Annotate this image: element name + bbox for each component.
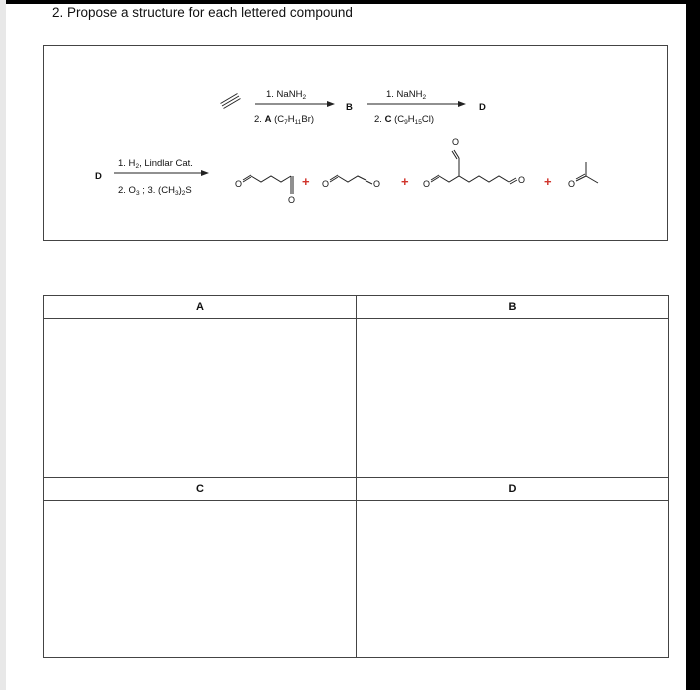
svg-text:O: O — [423, 179, 431, 189]
answer-cell-b-label: B — [508, 301, 517, 313]
plus-sign-2: + — [401, 174, 409, 189]
step1-reagent-top: 1. NaNH$_2$ — [266, 89, 307, 101]
answer-cell-d[interactable] — [357, 501, 668, 657]
answer-cell-d-label: D — [508, 483, 517, 495]
answer-cell-d-header — [357, 478, 668, 501]
reaction-scheme — [44, 46, 669, 242]
compound-b-label: B — [346, 102, 353, 113]
question-title: 2. Propose a structure for each lettered compound — [52, 5, 353, 20]
svg-text:O: O — [322, 179, 330, 189]
product-2-structure — [322, 175, 380, 189]
answer-cell-c[interactable] — [44, 501, 356, 657]
compound-d-label: D — [479, 102, 486, 113]
svg-text:O: O — [568, 179, 576, 189]
answer-cell-b-header — [357, 296, 668, 319]
plus-sign-1: + — [302, 174, 310, 189]
reaction-scheme-box — [43, 45, 668, 241]
step2-reagent-bottom: 2. C $(C_9H_{15}Cl)$ — [374, 114, 434, 126]
answer-cell-a-header — [44, 296, 356, 319]
ozonolysis-reagent-top: 1. $H_2$, Lindlar Cat. — [118, 158, 193, 170]
plus-sign-3: + — [544, 174, 552, 189]
svg-text:O: O — [288, 195, 296, 205]
answer-cell-c-header — [44, 478, 356, 501]
answer-table — [43, 295, 669, 658]
product-1-structure — [235, 175, 295, 205]
ozonolysis-reagent-bottom: 2. $O_3$ ; 3. $(CH_3)_2S$ — [118, 185, 192, 197]
answer-cell-b[interactable] — [357, 319, 668, 477]
step1-reagent-bottom: 2. A $(C_7H_{11}Br)$ — [254, 114, 315, 126]
top-bar — [0, 0, 700, 4]
answer-cell-a[interactable] — [44, 319, 356, 477]
product-3-structure — [423, 137, 525, 189]
svg-text:O: O — [235, 179, 243, 189]
answer-cell-c-label: C — [196, 483, 204, 495]
product-4-structure — [568, 162, 598, 189]
svg-text:O: O — [373, 179, 381, 189]
right-edge — [686, 0, 700, 690]
row2-start-d-label: D — [95, 171, 102, 182]
acetylene-structure — [221, 94, 241, 109]
svg-text:O: O — [518, 175, 526, 185]
svg-text:O: O — [452, 137, 460, 147]
answer-cell-a-label: A — [196, 301, 204, 313]
left-edge — [0, 0, 6, 690]
step2-reagent-top: 1. NaNH$_2$ — [386, 89, 427, 101]
